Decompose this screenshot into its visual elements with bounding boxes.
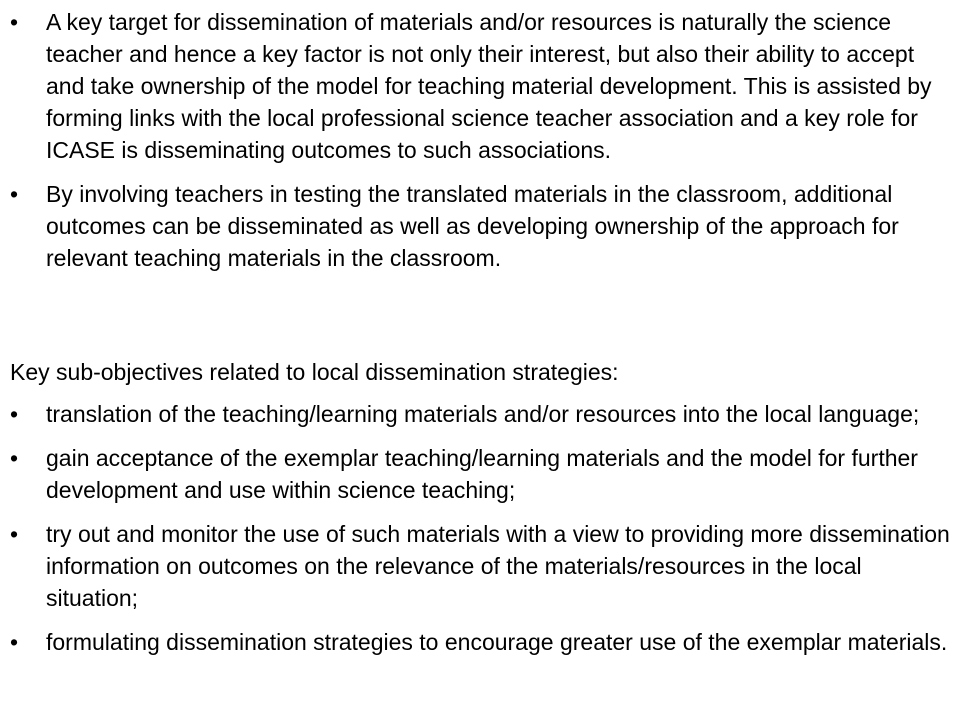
bullet-icon: • (10, 181, 19, 207)
bullet-icon: • (10, 445, 19, 471)
sub-objective-item (0, 518, 950, 614)
sub-objective-item (0, 398, 950, 430)
sub-objective-text: try out and monitor the use of such materials with a view to providing more dissemination information on outcomes on the relevance of the materials/resources in the local situation; (46, 521, 950, 611)
sub-objective-item (0, 442, 950, 506)
intro-bullet-text: A key target for dissemination of materials and/or resources is naturally the science teacher and hence a key factor is not only their interest, but also their ability to accept and take ownership of the model for teaching material development. This is assisted by forming links with the local professional science teacher association and a key role for ICASE is disseminating outcomes to such associations. (46, 9, 932, 163)
intro-bullet-list (0, 6, 950, 274)
bullet-icon: • (10, 9, 19, 35)
sub-objective-text: gain acceptance of the exemplar teaching/learning materials and the model for further development and use within science teaching; (46, 445, 918, 503)
sub-objectives-list (0, 398, 950, 658)
bullet-icon: • (10, 629, 19, 655)
bullet-icon: • (10, 521, 19, 547)
intro-bullet-item (0, 6, 950, 166)
sub-objective-text: formulating dissemination strategies to encourage greater use of the exemplar materials. (46, 629, 948, 655)
intro-bullet-text: By involving teachers in testing the translated materials in the classroom, additional outcomes can be disseminated as well as developing ownership of the approach for relevant teaching materials in the classroom. (46, 181, 899, 271)
sub-objectives-heading: Key sub-objectives related to local dissemination strategies: (10, 359, 619, 385)
intro-bullet-item (0, 178, 950, 274)
bullet-icon: • (10, 401, 19, 427)
sub-objective-text: translation of the teaching/learning materials and/or resources into the local language; (46, 401, 920, 427)
sub-objective-item (0, 626, 950, 658)
